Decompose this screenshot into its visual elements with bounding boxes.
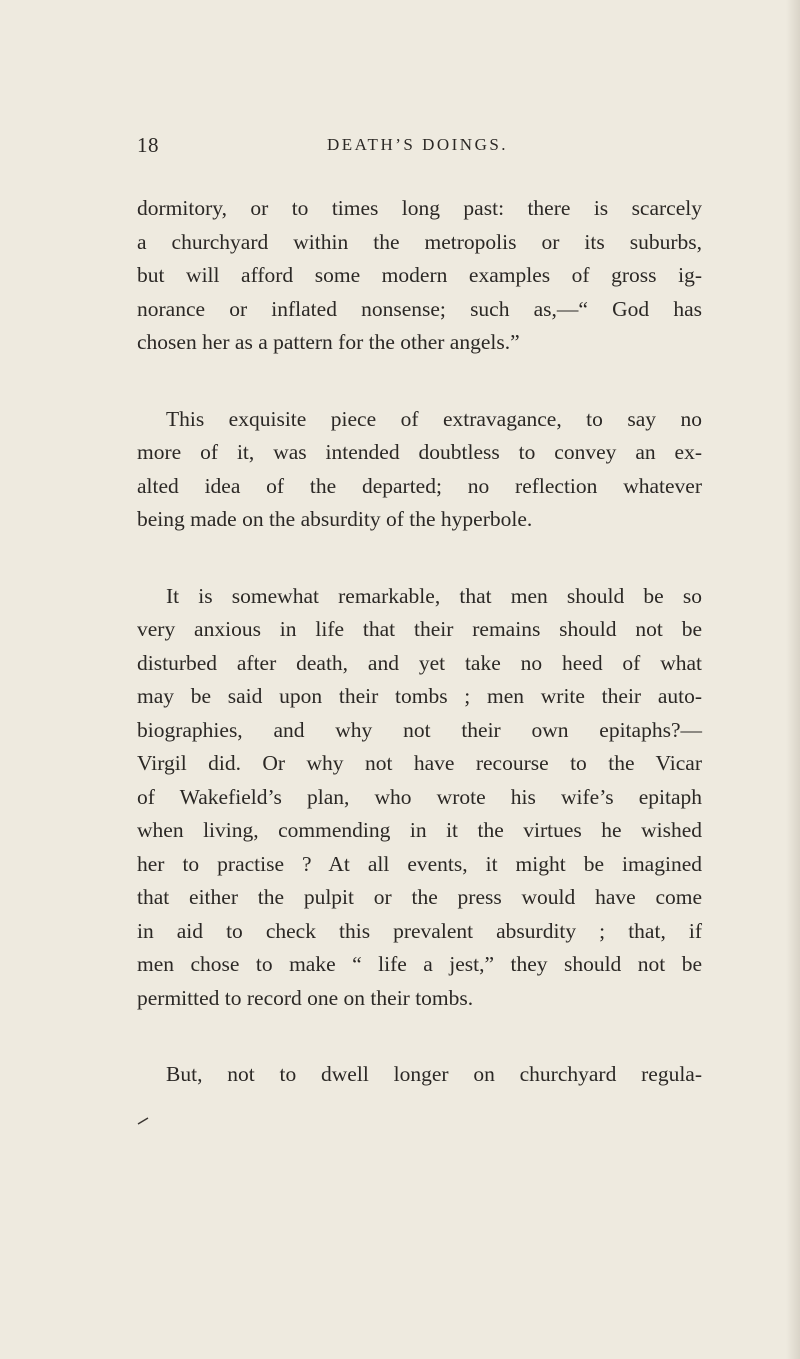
pencil-mark-icon <box>137 1114 149 1130</box>
text-line: in aid to check this prevalent absurdity ; that, if <box>137 918 702 943</box>
text-line: alted idea of the departed; no reflection whatever <box>137 473 702 498</box>
text-line: permitted to record one on their tombs. <box>137 985 474 1010</box>
paragraph <box>137 580 702 1016</box>
text-line: This exquisite piece of extravagance, to say no <box>166 406 702 431</box>
text-line: It is somewhat remarkable, that men should be so <box>166 583 702 608</box>
text-line: when living, commending in it the virtues he wished <box>137 818 702 842</box>
page-number: 18 <box>137 133 159 157</box>
text-line: biographies, and why not their own epitaphs?— <box>137 717 702 742</box>
page-edge-shadow <box>786 0 800 1359</box>
running-head <box>137 133 702 163</box>
text-line: more of it, was intended doubtless to convey an ex- <box>137 440 702 464</box>
text-line: very anxious in life that their remains should not be <box>137 617 702 641</box>
text-line: Virgil did. Or why not have recourse to the Vicar <box>137 751 702 775</box>
text-line: but will afford some modern examples of gross ig- <box>137 263 702 287</box>
text-line: that either the pulpit or the press would have come <box>137 885 702 909</box>
text-line: being made on the absurdity of the hyperbole. <box>137 507 533 531</box>
text-line: But, not to dwell longer on churchyard regula- <box>166 1062 702 1086</box>
text-line: men chose to make “ life a jest,” they should not be <box>137 952 702 976</box>
body-text <box>137 192 702 1092</box>
text-line: disturbed after death, and yet take no heed of what <box>137 650 702 675</box>
text-line: of Wakefield’s plan, who wrote his wife’s epitaph <box>137 784 702 809</box>
paragraph <box>137 1058 702 1092</box>
text-line: chosen her as a pattern for the other angels.” <box>137 330 520 354</box>
text-line: may be said upon their tombs ; men write their auto- <box>137 684 702 708</box>
paragraph <box>137 192 702 360</box>
text-line: a churchyard within the metropolis or its suburbs, <box>137 229 702 254</box>
text-line: dormitory, or to times long past: there is scarcely <box>137 196 702 220</box>
running-title: DEATH’S DOINGS. <box>327 135 509 154</box>
paragraph <box>137 403 702 537</box>
text-line: norance or inflated nonsense; such as,—“ God has <box>137 296 702 321</box>
text-line: her to practise ? At all events, it might be imagined <box>137 851 702 876</box>
